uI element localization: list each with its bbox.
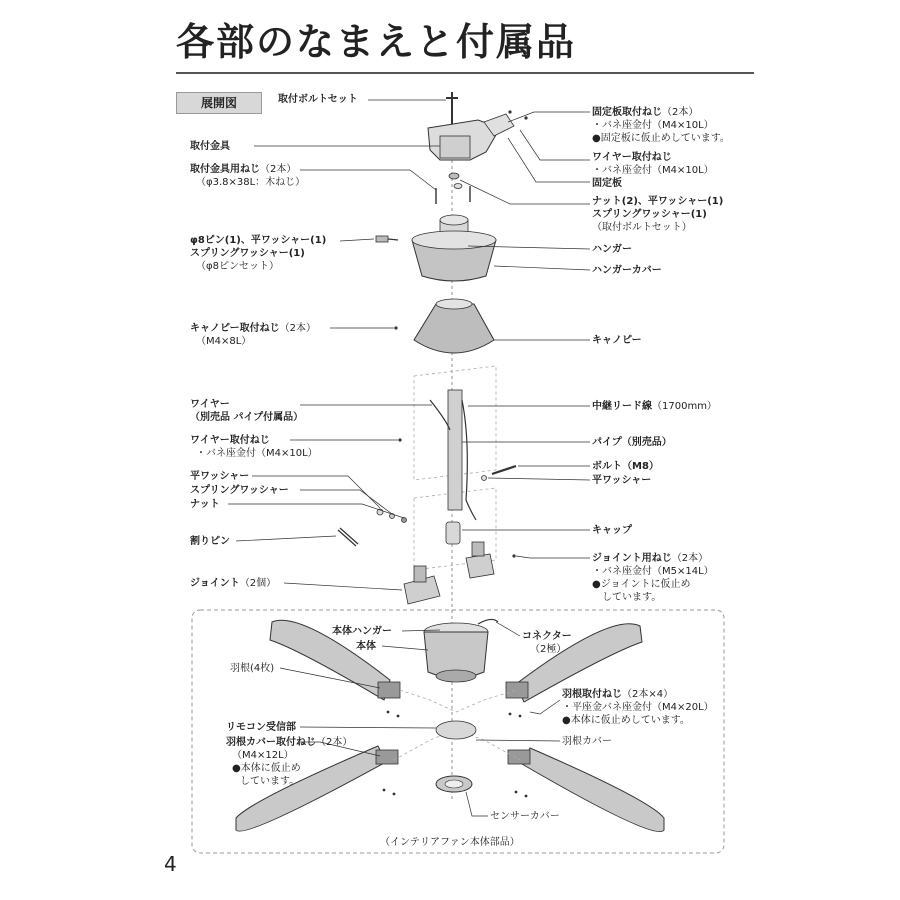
blade-bracket-icon: [378, 682, 400, 698]
label-bracket-screw: 取付金具用ねじ（2本） （φ3.8×38L：木ねじ）: [190, 164, 306, 188]
joint-screw-icon: [512, 554, 515, 557]
section-tab: 展開図: [176, 92, 262, 114]
label-wire-screw-top: ワイヤー取付ねじ ・バネ座金付（M4×10L）: [592, 152, 714, 176]
washer-icon: [482, 476, 487, 481]
sensor-cover-inner-icon: [445, 780, 463, 788]
hanger-cover-icon: [412, 231, 496, 281]
label-body-hanger: 本体ハンガー: [332, 626, 392, 637]
blade-screw-icon: [519, 715, 522, 718]
label-fixing-plate: 固定板: [592, 178, 622, 189]
label-canopy: キャノピー: [592, 335, 642, 346]
blade-screw-icon: [509, 713, 512, 716]
label-connector: コネクター （2極）: [522, 631, 572, 655]
label-blade-cover: 羽根カバー: [562, 736, 612, 747]
label-pin-set: φ8ピン(1)、平ワッシャー(1) スプリングワッシャー(1) （φ8ピンセット）: [190, 235, 327, 272]
pin-icon: [376, 236, 398, 242]
label-hanger: ハンガー: [592, 244, 632, 255]
label-flat-washer-left: 平ワッシャー: [190, 471, 250, 482]
label-wire-screw-mid: ワイヤー取付ねじ ・バネ座金付（M4×10L）: [190, 435, 318, 459]
split-pin-icon: [338, 528, 358, 546]
nut-icon: [449, 173, 459, 179]
label-hanger-cover: ハンガーカバー: [592, 265, 662, 276]
label-joint-screw: ジョイント用ねじ（2本） ・バネ座金付（M5×14L） ●ジョイントに仮止め しています。: [592, 553, 714, 603]
blade-screw-icon: [397, 715, 400, 718]
page-number: 4: [164, 852, 177, 876]
label-split-pin: 割りピン: [190, 536, 230, 547]
label-nut-left: ナット: [190, 499, 220, 510]
blade-bracket-icon: [508, 750, 530, 764]
wire-icon: [430, 400, 450, 430]
label-joint: ジョイント（2個）: [190, 578, 277, 589]
connector-icon: [478, 619, 498, 624]
label-bolt: ボルト（M8）: [592, 461, 659, 472]
blade-screw-icon: [393, 793, 396, 796]
wire-screw-icon: [524, 116, 527, 119]
blade-screw-icon: [387, 711, 390, 714]
blade-screw-icon: [525, 795, 528, 798]
label-remote-receiver: リモコン受信部: [226, 722, 296, 733]
blade-bracket-icon: [376, 750, 398, 764]
label-nut-washer: ナット(2)、平ワッシャー(1) スプリングワッシャー(1) （取付ボルトセット）: [592, 196, 724, 233]
label-flat-washer-right: 平ワッシャー: [592, 475, 652, 486]
label-cap: キャップ: [592, 525, 632, 536]
label-canopy-screw: キャノピー取付ねじ（2本） （M4×8L）: [190, 323, 316, 347]
canopy-icon: [414, 299, 494, 353]
label-wire: ワイヤー （別売品 パイプ付属品）: [190, 399, 304, 423]
label-blade-cover-screw: 羽根カバー取付ねじ（2本） （M4×12L） ●本体に仮止め しています。: [226, 737, 353, 787]
label-pipe: パイプ（別売品）: [592, 437, 672, 448]
label-body: 本体: [356, 641, 376, 652]
canopy-screw-icon: [394, 326, 397, 329]
label-mount-bracket: 取付金具: [190, 141, 230, 152]
blade-screw-icon: [383, 789, 386, 792]
label-mount-bolt-set: 取付ボルトセット: [278, 94, 358, 105]
joint-icon: [404, 566, 440, 604]
page-title: 各部のなまえと付属品: [176, 20, 577, 64]
body-icon: [424, 623, 488, 682]
joint-icon: [466, 542, 494, 578]
label-spring-washer-left: スプリングワッシャー: [190, 485, 289, 496]
washer-icon: [454, 184, 462, 189]
blade-bracket-icon: [506, 682, 528, 698]
footer-caption: （インテリアファン本体部品）: [380, 837, 520, 848]
cap-icon: [446, 522, 460, 544]
wire-screw-icon: [398, 438, 401, 441]
label-relay-lead: 中継リード線（1700mm）: [592, 401, 717, 412]
blade-screw-icon: [515, 791, 518, 794]
nut-icon: [402, 518, 407, 523]
pipe-icon: [448, 390, 462, 510]
blade-cover-icon: [436, 721, 476, 739]
guide-line: [400, 690, 516, 712]
label-blade-screw: 羽根取付ねじ（2本×4） ・平座金バネ座金付（M4×20L） ●本体に仮止めしています。: [562, 689, 714, 726]
label-fixing-plate-screw: 固定板取付ねじ（2本） ・バネ座金付（M4×10L） ●固定板に仮止めしています。: [592, 107, 730, 144]
lead-wire-icon: [462, 400, 476, 520]
label-sensor-cover: センサーカバー: [490, 811, 560, 822]
label-blades: 羽根(4枚): [230, 663, 275, 674]
fixing-screw-icon: [508, 110, 511, 113]
